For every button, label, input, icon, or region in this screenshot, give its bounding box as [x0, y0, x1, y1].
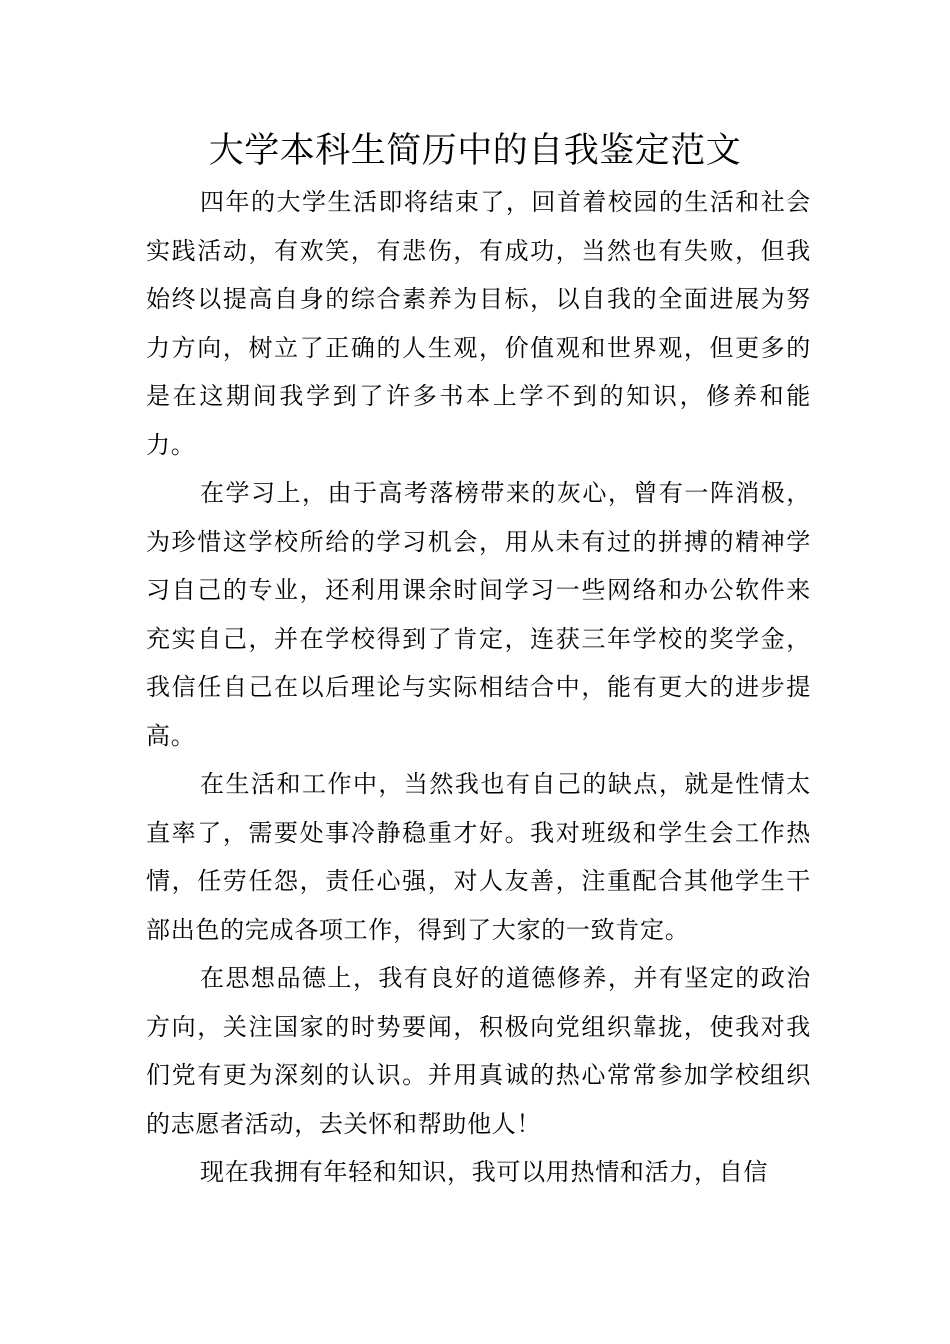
- paragraph-1: 四年的大学生活即将结束了，回首着校园的生活和社会实践活动，有欢笑，有悲伤，有成功，当然也有失败，但我始终以提高自身的综合素养为目标，以自我的全面进展为努力方向，树立了正确的人生观，价值观和世界观，但更多的是在这期间我学到了许多书本上学不到的知识，修养和能力。: [146, 188, 811, 459]
- paragraph-2: 在学习上，由于高考落榜带来的灰心，曾有一阵消极，为珍惜这学校所给的学习机会，用从未有过的拼搏的精神学习自己的专业，还利用课余时间学习一些网络和办公软件来充实自己，并在学校得到了肯定，连获三年学校的奖学金，我信任自己在以后理论与实际相结合中，能有更大的进步提高。: [146, 479, 811, 750]
- document-title: 大学本科生简历中的自我鉴定范文: [208, 131, 742, 171]
- paragraph-5: 现在我拥有年轻和知识，我可以用热情和活力，自信: [200, 1158, 769, 1186]
- document-body: [146, 178, 811, 1197]
- paragraph-3: 在生活和工作中，当然我也有自己的缺点，就是性情太直率了，需要处事冷静稳重才好。我对班级和学生会工作热情，任劳任怨，责任心强，对人友善，注重配合其他学生干部出色的完成各项工作，得到了大家的一致肯定。: [146, 770, 811, 944]
- paragraph-4: 在思想品德上，我有良好的道德修养，并有坚定的政治方向，关注国家的时势要闻，积极向党组织靠拢，使我对我们党有更为深刻的认识。并用真诚的热心常常参加学校组织的志愿者活动，去关怀和帮助他人！: [146, 964, 811, 1138]
